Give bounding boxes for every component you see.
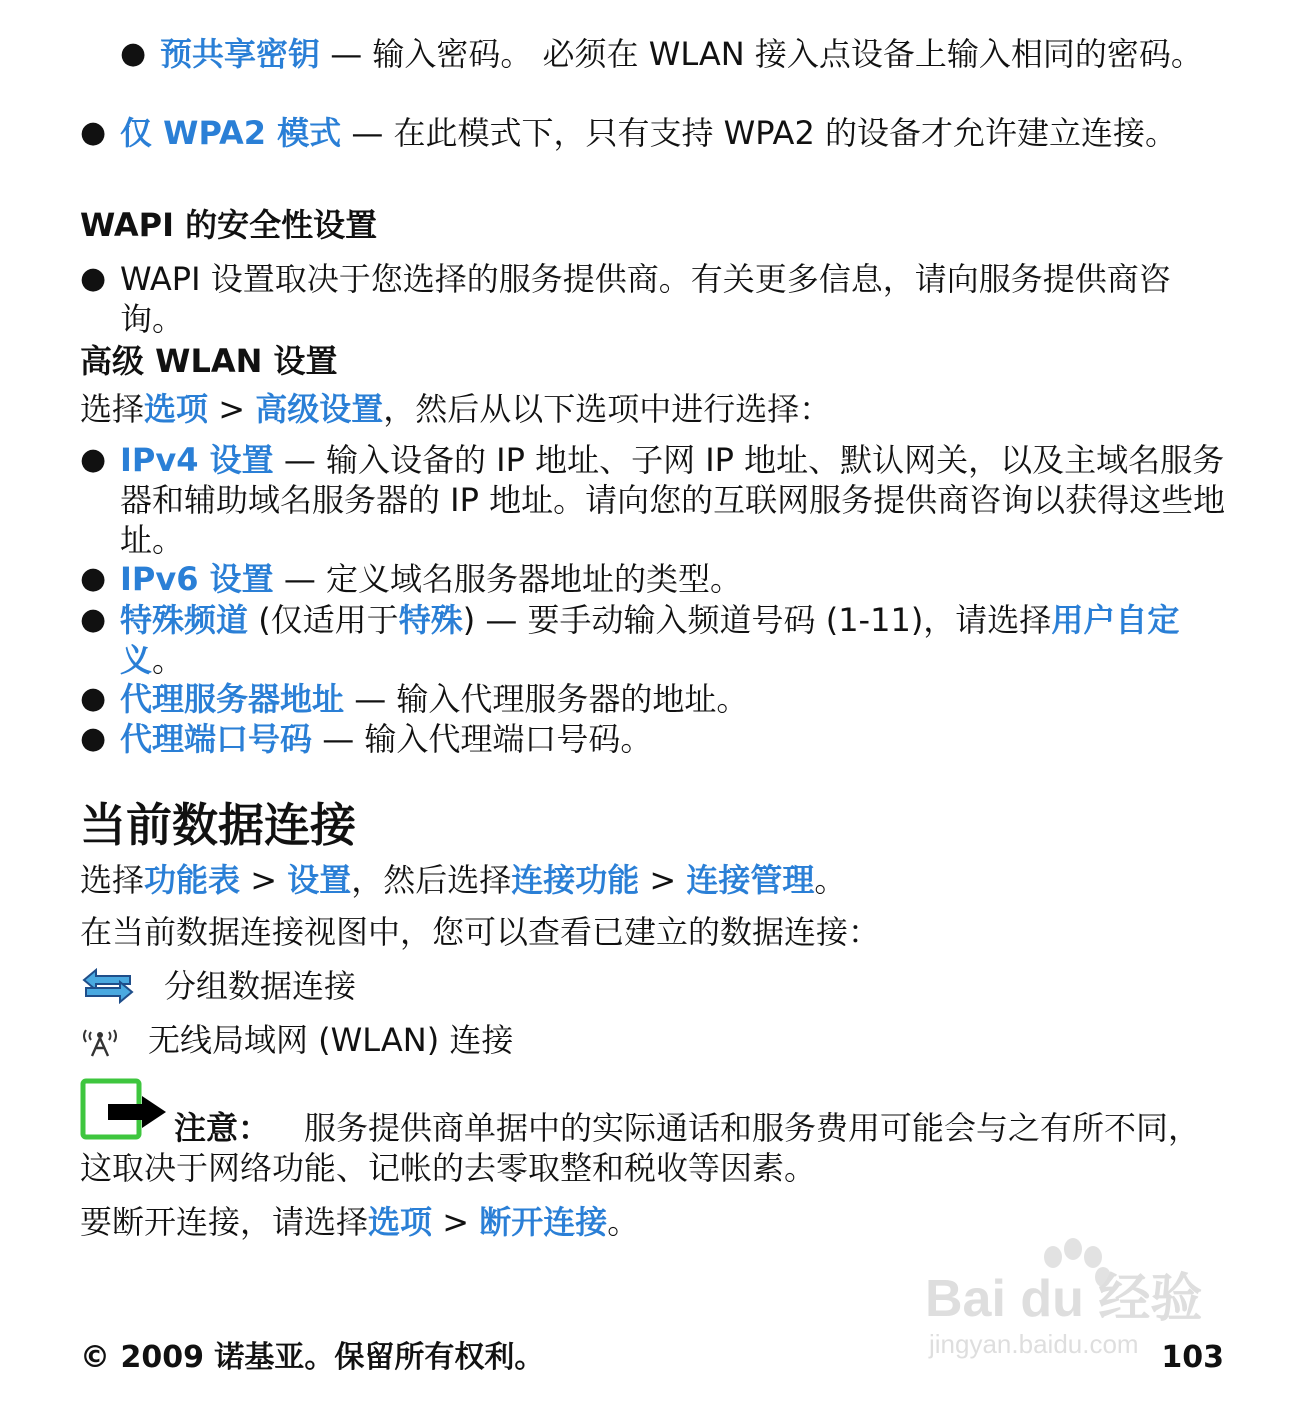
option-description: — 输入密码。 必须在 WLAN 接入点设备上输入相同的密码。 [320,35,1203,73]
page-number: 103 [1161,1340,1224,1375]
menu-separator: > [639,861,687,899]
bullet-icon: ● [80,261,107,296]
option-user-defined: 用户自定义 [120,601,1180,679]
nav-end: 。 [814,861,847,899]
section-heading-current-connections: 当前数据连接 [80,798,356,852]
intro-suffix: ，然后从以下选项中进行选择： [383,390,832,428]
note-label: 注意： [174,1109,271,1147]
bullet-icon: ● [80,602,107,637]
nav-mid: ，然后选择 [351,861,512,899]
menu-options: 选项 [368,1203,433,1241]
option-description: — 输入代理端口号码。 [312,720,653,758]
watermark-url: jingyan.baidu.com [929,1329,1139,1359]
option-description: — 定义域名服务器地址的类型。 [273,560,742,598]
bullet-icon: ● [80,442,107,477]
menu-function-list: 功能表 [144,861,241,899]
list-item [80,559,1230,599]
note-text: 服务提供商单据中的实际通话和服务费用可能会与之有所不同，这取决于网络功能、记帐的去零取整和税收等因素。 [80,1109,1201,1187]
bullet-icon: ● [80,681,107,716]
advanced-intro [80,389,831,429]
menu-settings: 设置 [287,861,352,899]
wapi-description: WAPI 设置取决于您选择的服务提供商。有关更多信息，请向服务提供商咨询。 [120,260,1171,338]
nav-prefix: 选择 [80,861,145,899]
option-wpa2-only: 仅 WPA2 模式 [120,114,342,152]
packet-data-icon [80,968,136,1013]
bullet-icon: ● [80,721,107,756]
option-description: — 在此模式下，只有支持 WPA2 的设备才允许建立连接。 [341,114,1177,152]
packet-data-label: 分组数据连接 [164,967,357,1005]
option-proxy-address: 代理服务器地址 [120,680,345,718]
option-description: — 输入代理服务器的地址。 [344,680,749,718]
option-description: — 输入设备的 IP 地址、子网 IP 地址、默认网关，以及主域名服务器和辅助域名服务器的 IP 地址。请向您的互联网服务提供商咨询以获得这些地址。 [120,441,1226,559]
option-note: (仅适用于 [248,601,399,639]
bullet-icon: ● [80,115,107,150]
menu-disconnect: 断开连接 [479,1203,608,1241]
list-item [80,719,1230,759]
current-nav-path [80,860,846,900]
menu-advanced-settings: 高级设置 [255,390,384,428]
bullet-icon: ● [80,561,107,596]
copyright: © 2009 诺基亚。保留所有权利。 [80,1340,545,1375]
list-item [80,600,1230,680]
option-proxy-port: 代理端口号码 [120,720,313,758]
disconnect-instruction [80,1202,639,1242]
watermark-logo-text: Bai du 经验 [925,1270,1203,1328]
list-item [80,440,1230,560]
list-item [120,34,1230,74]
option-end: 。 [152,641,185,679]
wlan-label: 无线局域网 (WLAN) 连接 [148,1021,514,1059]
option-ipv6: IPv6 设置 [120,560,274,598]
section-heading-wapi: WAPI 的安全性设置 [80,206,378,244]
list-item [80,679,1230,719]
view-description: 在当前数据连接视图中，您可以查看已建立的数据连接： [80,913,881,951]
list-item [80,113,1230,153]
list-item [80,259,1230,339]
menu-connectivity: 连接功能 [511,861,640,899]
bullet-icon: ● [120,36,147,71]
option-preshared-key: 预共享密钥 [160,35,321,73]
menu-separator: > [240,861,288,899]
option-special-channel: 特殊频道 [120,601,249,639]
option-special: 特殊 [398,601,463,639]
option-description: ) — 要手动输入频道号码 (1-11)，请选择 [462,601,1052,639]
intro-prefix: 选择 [80,390,145,428]
section-heading-advanced: 高级 WLAN 设置 [80,342,338,380]
disconnect-prefix: 要断开连接，请选择 [80,1203,369,1241]
menu-options: 选项 [144,390,209,428]
wlan-antenna-icon [80,1024,120,1067]
option-ipv4: IPv4 设置 [120,441,274,479]
disconnect-end: 。 [607,1203,640,1241]
packet-data-row [80,966,680,1006]
wlan-row [80,1020,680,1060]
menu-separator: > [432,1203,480,1241]
note-block [80,1108,1230,1188]
menu-connection-manager: 连接管理 [686,861,815,899]
menu-separator: > [208,390,256,428]
